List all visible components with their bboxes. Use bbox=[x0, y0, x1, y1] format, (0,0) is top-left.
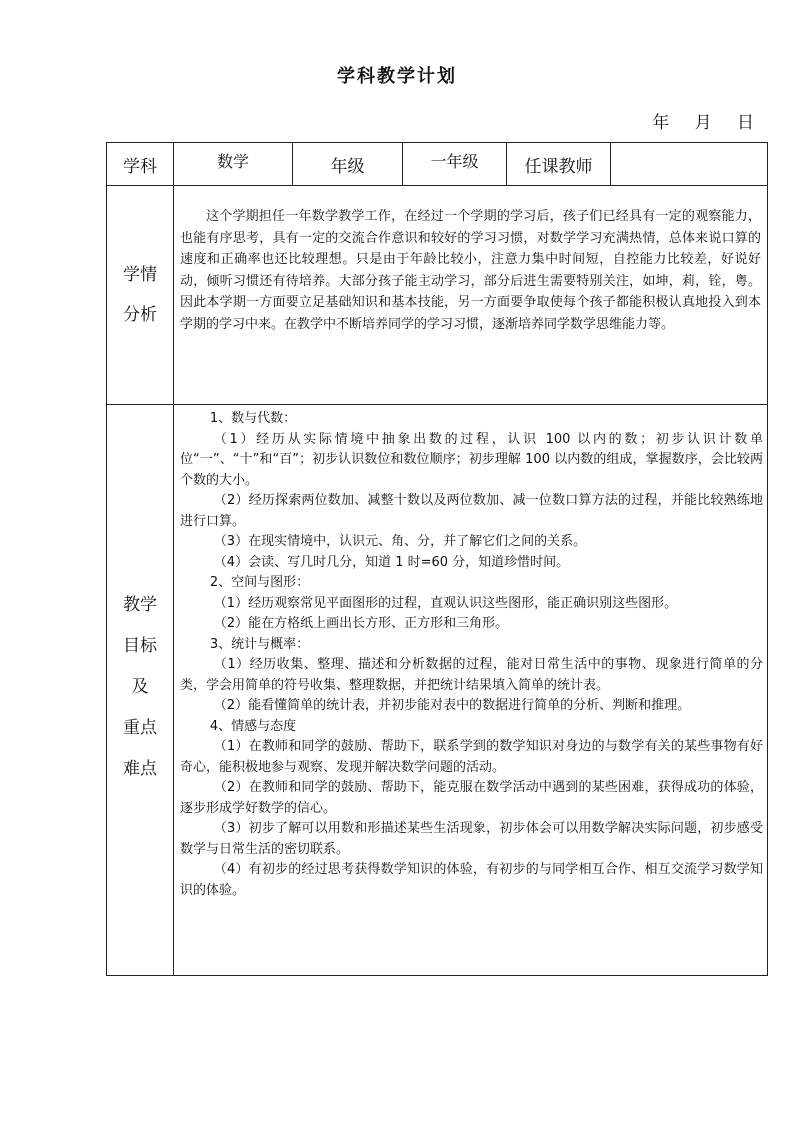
goals-label-line: 难点 bbox=[123, 759, 157, 779]
plan-table bbox=[106, 142, 768, 976]
subject-value: 数学 bbox=[174, 143, 293, 186]
goal-item: （2）能在方格纸上画出长方形、正方形和三角形。 bbox=[213, 616, 509, 631]
analysis-row bbox=[107, 186, 768, 405]
analysis-text: 这个学期担任一年数学教学工作，在经过一个学期的学习后，孩子们已经具有一定的观察能力，也能有序思考，具有一定的交流合作意识和较好的学习习惯，对数学学习充满热情，总体来说口算的速度和正确率也还比较理想。只是由于年龄比较小，注意力集中时间短，自控能力比较差，好说好动，倾听习惯还有待培养。大部分孩子能主动学习，部分后进生需要特别关注，如坤，莉，铨，粤。因此本学期一方面要立足基础知识和基本技能，另一方面要争取使每个孩子都能积极认真地投入到本学期的学习中来。在教学中不断培养同学的学习习惯，逐渐培养同学数学思维能力等。 bbox=[174, 186, 768, 405]
analysis-label bbox=[107, 186, 174, 405]
goal-item: （1）经历收集、整理、描述和分析数据的过程，能对日常生活中的事物、现象进行简单的分类，学会用简单的符号收集、整理数据，并把统计结果填入简单的统计表。 bbox=[180, 657, 763, 693]
goal-item: （3）初步了解可以用数和形描述某些生活现象，初步体会可以用数学解决实际问题，初步感受数学与日常生活的密切联系。 bbox=[180, 821, 763, 857]
goal-item: （4）会读、写几时几分，知道 1 时=60 分，知道珍惜时间。 bbox=[213, 554, 570, 570]
goal-item: （1）经历从实际情境中抽象出数的过程，认识 100 以内的数；初步认识计数单位“一”、“十”和“百”；初步认识数位和数位顺序；初步理解 100 以内数的组成，掌握数序，会比较两个数的大小。 bbox=[180, 431, 763, 488]
day-label: 日 bbox=[737, 113, 754, 133]
goal-item: （2）在教师和同学的鼓励、帮助下，能克服在数学活动中遇到的某些困难，获得成功的体验，逐步形成学好数学的信心。 bbox=[180, 780, 763, 816]
goals-row bbox=[107, 405, 768, 976]
goal-item: （3）在现实情境中，认识元、角、分，并了解它们之间的关系。 bbox=[213, 534, 587, 549]
section-heading: 1、数与代数： bbox=[209, 411, 297, 426]
grade-value: 一年级 bbox=[403, 143, 507, 186]
section-heading: 3、统计与概率： bbox=[209, 636, 310, 652]
analysis-label-line: 分析 bbox=[123, 305, 157, 325]
goals-label-line: 重点 bbox=[123, 718, 157, 738]
month-label: 月 bbox=[694, 113, 712, 133]
goals-label-line: 教学 bbox=[123, 595, 157, 615]
analysis-label-line: 学情 bbox=[123, 265, 157, 285]
subject-label: 学科 bbox=[107, 143, 174, 186]
teacher-label: 任课教师 bbox=[507, 143, 611, 186]
goals-label-line: 目标 bbox=[123, 636, 157, 656]
teacher-value bbox=[611, 143, 768, 186]
goal-item: （1）经历观察常见平面图形的过程，直观认识这些图形，能正确识别这些图形。 bbox=[213, 595, 678, 611]
goal-item: （2）经历探索两位数加、减整十数以及两位数加、减一位数口算方法的过程，并能比较熟练地进行口算。 bbox=[180, 493, 763, 529]
header-row bbox=[107, 143, 768, 186]
section-heading: 4、情感与态度 bbox=[209, 718, 297, 734]
date-line bbox=[632, 108, 754, 133]
goal-item: （1）在教师和同学的鼓励、帮助下，联系学到的数学知识对身边的与数学有关的某些事物有好奇心，能积极地参与观察、发现并解决数学问题的活动。 bbox=[180, 739, 763, 775]
section-heading: 2、空间与图形： bbox=[209, 575, 310, 590]
goals-content bbox=[174, 405, 768, 976]
goals-label-line: 及 bbox=[131, 677, 149, 697]
goal-item: （4）有初步的经过思考获得数学知识的体验，有初步的与同学相互合作、相互交流学习数学知识的体验。 bbox=[180, 862, 763, 898]
goal-item: （2）能看懂简单的统计表，并初步能对表中的数据进行简单的分析、判断和推理。 bbox=[213, 698, 691, 713]
goals-label bbox=[107, 405, 174, 976]
grade-label: 年级 bbox=[293, 143, 403, 186]
page-title: 学科教学计划 bbox=[337, 66, 457, 87]
year-label: 年 bbox=[652, 113, 670, 133]
